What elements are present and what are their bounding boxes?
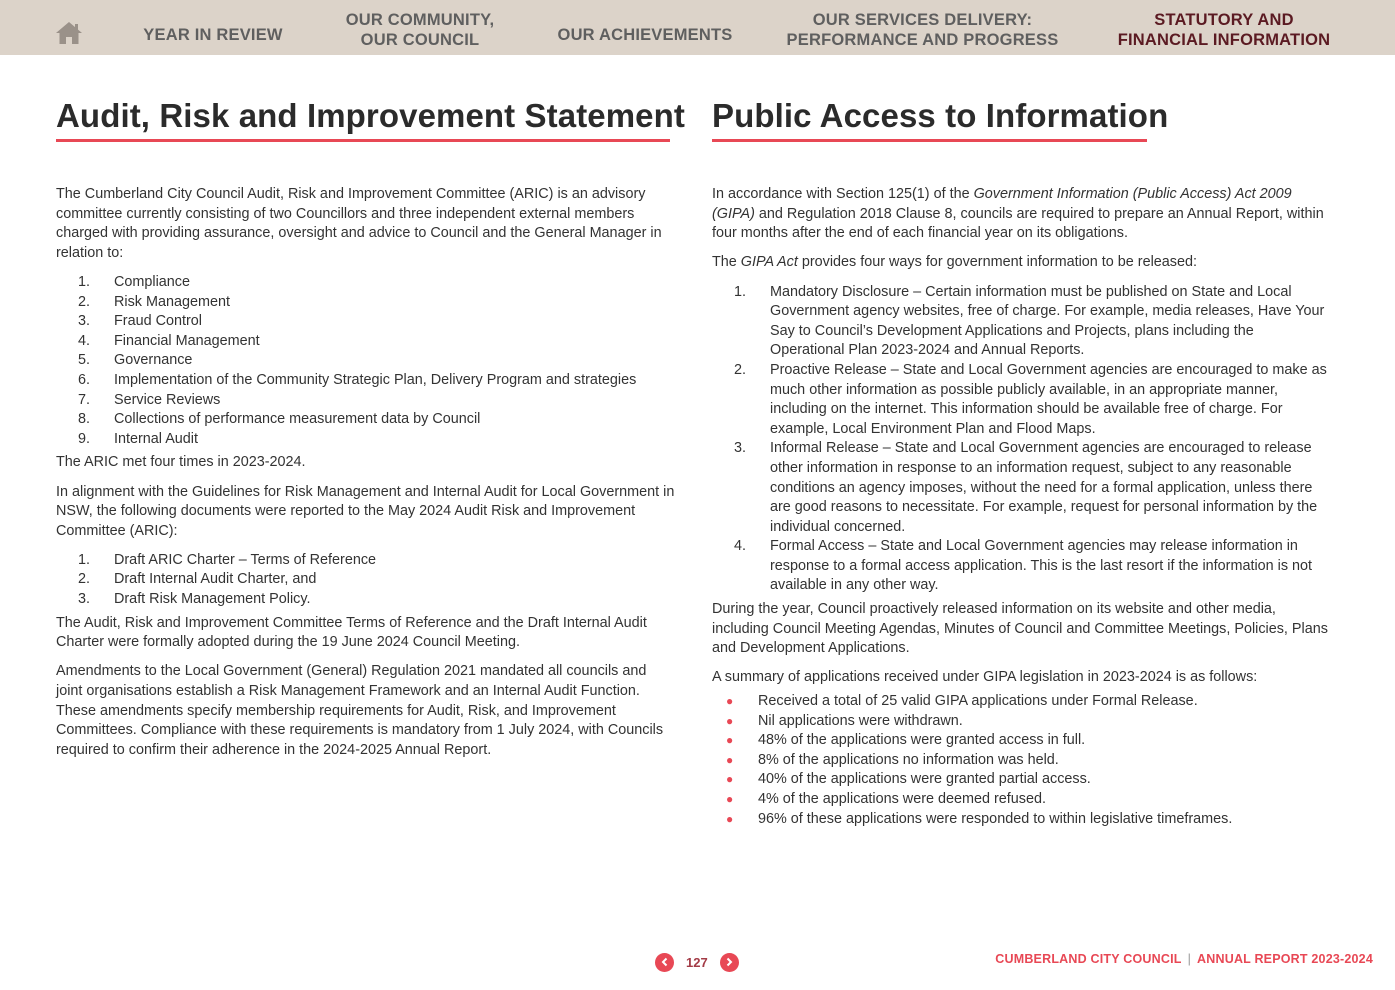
title-underline: [712, 139, 1147, 142]
section-title: Audit, Risk and Improvement Statement: [56, 97, 685, 134]
applications-summary-list: [712, 692, 1332, 829]
list-item: [56, 312, 676, 332]
meetings-paragraph: The ARIC met four times in 2023-2024.: [56, 454, 306, 471]
list-text: Draft Internal Audit Charter, and: [114, 571, 317, 588]
list-item: [56, 551, 676, 571]
act-name: GIPA Act: [740, 254, 798, 271]
nav-year-in-review[interactable]: [130, 0, 296, 55]
list-number: 7.: [78, 391, 91, 408]
section-body: [56, 185, 676, 770]
title-underline: [56, 139, 670, 142]
list-text: Fraud Control: [114, 313, 202, 330]
act-name: Government Information (Public Access) Act 2009 (GIPA): [712, 186, 1292, 222]
list-number: 3.: [78, 313, 91, 330]
list-text: Financial Management: [114, 332, 260, 349]
list-item: [712, 731, 1332, 751]
list-item: [56, 590, 676, 610]
nav-label: OUR SERVICES DELIVERY: PERFORMANCE AND PROGRESS: [786, 10, 1059, 49]
nav-statutory-financial[interactable]: [1100, 0, 1348, 55]
home-icon[interactable]: [54, 20, 84, 46]
list-number: 9.: [78, 430, 91, 447]
previous-page-button[interactable]: [655, 953, 674, 972]
reported-documents-list: [56, 551, 676, 610]
list-text: Governance: [114, 352, 193, 369]
release-ways-list: [712, 283, 1332, 597]
list-text: Formal Access – State and Local Government agencies may release information in response to a formal access application. This is the last resort if the information is not available in any other way.: [770, 538, 1313, 594]
footer-separator: |: [1187, 952, 1192, 966]
list-item: [712, 810, 1332, 830]
list-number: 2.: [734, 361, 747, 378]
alignment-paragraph: In alignment with the Guidelines for Risk Management and Internal Audit for Local Government in NSW, the following documents were reported to the May 2024 Audit Risk and Improvement Committee (ARIC):: [56, 483, 675, 539]
list-item: [56, 293, 676, 313]
bullet-icon: ●: [726, 772, 734, 787]
list-item: [56, 371, 676, 391]
amendments-paragraph: Amendments to the Local Government (General) Regulation 2021 mandated all councils and joint organisations establish a Risk Management Framework and an Internal Audit Function. These amendments specify membership requirements for Audit, Risk, and Improvement Committees. Compliance with these requirements is mandatory from 1 July 2024, with Councils required to confirm their adherence in the 2024-2025 Annual Report.: [56, 663, 664, 758]
list-number: 3.: [78, 591, 91, 608]
list-number: 5.: [78, 352, 91, 369]
list-item: [712, 692, 1332, 712]
report-name: ANNUAL REPORT 2023-2024: [1197, 952, 1373, 966]
list-item: [712, 790, 1332, 810]
summary-intro-paragraph: A summary of applications received under GIPA legislation in 2023-2024 is as follows:: [712, 669, 1258, 686]
list-text: Risk Management: [114, 293, 230, 310]
chevron-left-icon: [660, 957, 670, 967]
organisation-name: CUMBERLAND CITY COUNCIL: [995, 952, 1182, 966]
list-number: 2.: [78, 571, 91, 588]
page-number: 127: [686, 954, 708, 970]
text-run: provides four ways for government information to be released:: [797, 254, 1197, 271]
section-body: [712, 185, 1332, 829]
bullet-icon: ●: [726, 811, 734, 826]
bullet-icon: ●: [726, 713, 734, 728]
text-run: and Regulation 2018 Clause 8, councils are required to prepare an Annual Report, within four months after the end of each financial year on its obligations.: [712, 205, 1324, 242]
nav-our-community[interactable]: [330, 0, 510, 55]
list-text: Informal Release – State and Local Government agencies are encouraged to release other information in response to an information request, subject to any reasonable conditions an agency imposes, without the need for a formal application, unless there are good reasons to necessitate. For example, request for personal information by the individual concerned.: [770, 440, 1318, 535]
bullet-icon: ●: [726, 752, 734, 767]
list-text: 8% of the applications no information was held.: [758, 751, 1059, 768]
list-number: 3.: [734, 440, 747, 457]
intro-paragraph: The Cumberland City Council Audit, Risk and Improvement Committee (ARIC) is an advisory committee currently consisting of two Councillors and three independent external members charged with providing assurance, oversight and advice to Council and the General Manager in relation to:: [56, 186, 662, 261]
list-text: Mandatory Disclosure – Certain information must be published on State and Local Government agency websites, free of charge. For example, media releases, Have Your Say to Council’s Development Applications and Projects, plans including the Operational Plan 2023-2024 and Annual Reports.: [770, 283, 1325, 359]
list-number: 1.: [78, 273, 91, 290]
bullet-icon: ●: [726, 694, 734, 709]
list-text: 48% of the applications were granted access in full.: [758, 732, 1086, 749]
nav-label: STATUTORY AND FINANCIAL INFORMATION: [1117, 10, 1331, 49]
gipa-intro-paragraph: [712, 185, 1332, 244]
list-text: Internal Audit: [114, 430, 199, 447]
top-navigation: [0, 0, 1395, 55]
list-item: [56, 570, 676, 590]
list-item: [712, 537, 1332, 596]
list-item: [712, 283, 1332, 361]
list-item: [56, 332, 676, 352]
list-text: Received a total of 25 valid GIPA applications under Formal Release.: [758, 693, 1198, 710]
list-number: 4.: [78, 332, 91, 349]
list-number: 8.: [78, 411, 91, 428]
list-item: [56, 273, 676, 293]
bullet-icon: ●: [726, 733, 734, 748]
list-text: Collections of performance measurement data by Council: [114, 411, 481, 428]
report-footer: [995, 951, 1373, 967]
list-text: 96% of these applications were responded to within legislative timeframes.: [758, 810, 1233, 827]
list-item: [56, 410, 676, 430]
list-item: [712, 712, 1332, 732]
list-text: Proactive Release – State and Local Government agencies are encouraged to make as much other information as possible publicly available, in an appropriate manner, including on the internet. This information should be available free of charge. For example, Local Environment Plan and Flood Maps.: [770, 361, 1327, 437]
text-run: In accordance with Section 125(1) of the: [712, 186, 974, 202]
list-item: [712, 361, 1332, 439]
nav-label: OUR ACHIEVEMENTS: [557, 25, 733, 44]
list-text: Service Reviews: [114, 391, 221, 408]
list-number: 2.: [78, 293, 91, 310]
list-item: [56, 391, 676, 411]
list-text: Compliance: [114, 273, 190, 290]
list-item: [712, 439, 1332, 537]
nav-our-services-delivery[interactable]: [780, 0, 1065, 55]
list-item: [56, 351, 676, 371]
list-item: [56, 430, 676, 450]
list-text: Nil applications were withdrawn.: [758, 712, 963, 729]
proactive-release-paragraph: During the year, Council proactively released information on its website and other media, including Council Meeting Agendas, Minutes of Council and Committee Meetings, Policies, Plans and Development Applications.: [712, 601, 1328, 657]
list-item: [712, 751, 1332, 771]
release-ways-paragraph: [712, 253, 1332, 273]
list-number: 4.: [734, 538, 747, 555]
list-text: 4% of the applications were deemed refused.: [758, 791, 1046, 807]
chevron-right-icon: [724, 957, 734, 967]
section-title: Public Access to Information: [712, 97, 1169, 134]
nav-label: OUR COMMUNITY, OUR COUNCIL: [345, 10, 495, 49]
aric-responsibilities-list: [56, 273, 676, 449]
list-number: 1.: [734, 283, 747, 300]
nav-label: YEAR IN REVIEW: [143, 25, 283, 44]
page-navigation: [655, 951, 739, 973]
list-text: Implementation of the Community Strategic Plan, Delivery Program and strategies: [114, 371, 637, 388]
list-text: Draft ARIC Charter – Terms of Reference: [114, 551, 377, 568]
adopted-paragraph: The Audit, Risk and Improvement Committee Terms of Reference and the Draft Internal Audit Charter were formally adopted during the 19 June 2024 Council Meeting.: [56, 614, 647, 651]
list-number: 6.: [78, 371, 91, 388]
nav-our-achievements[interactable]: [545, 0, 745, 55]
list-item: [712, 770, 1332, 790]
bullet-icon: ●: [726, 792, 734, 806]
list-text: 40% of the applications were granted partial access.: [758, 771, 1091, 788]
next-page-button[interactable]: [720, 953, 739, 972]
list-text: Draft Risk Management Policy.: [114, 591, 311, 608]
text-run: The: [712, 254, 741, 271]
list-number: 1.: [78, 551, 91, 568]
